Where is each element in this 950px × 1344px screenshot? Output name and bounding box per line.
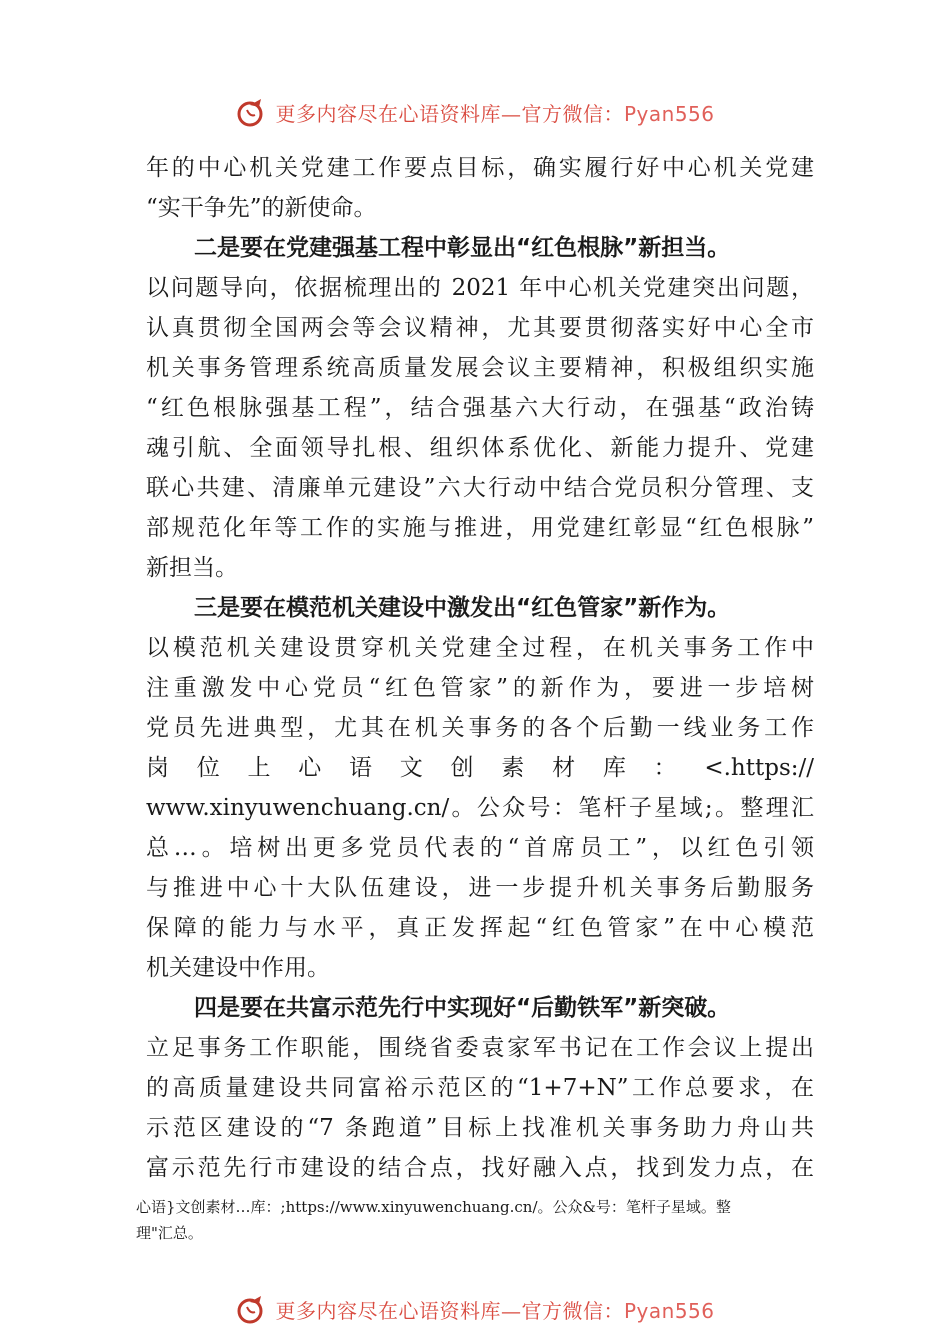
banner-title: 更多内容尽在心语资料库—官方微信：	[275, 1298, 624, 1323]
banner-title: 更多内容尽在心语资料库—官方微信：	[275, 101, 624, 126]
text-line: 党员先进典型，尤其在机关事务的各个后勤一线业务工作	[146, 715, 814, 741]
text-line: “实干争先”的新使命。	[146, 195, 377, 221]
text-line: 总…。培树出更多党员代表的“首席员工”，以红色引领	[146, 835, 814, 861]
section-heading: 二是要在党建强基工程中彰显出“红色根脉”新担当。	[194, 235, 731, 261]
text-line: 以问题导向，依据梳理出的 2021 年中心机关党建突出问题，	[146, 275, 814, 301]
text-line: 部规范化年等工作的实施与推进，用党建红彰显“红色根脉”	[146, 515, 814, 541]
section-heading: 三是要在模范机关建设中激发出“红色管家”新作为。	[194, 595, 731, 621]
text-line: 以模范机关建设贯穿机关党建全过程，在机关事务工作中	[146, 635, 814, 661]
text-line: 与推进中心十大队伍建设，进一步提升机关事务后勤服务	[146, 875, 814, 901]
text-line: 保障的能力与水平，真正发挥起“红色管家”在中心模范	[146, 915, 814, 941]
text-line: 富示范先行市建设的结合点，找好融入点，找到发力点，在	[146, 1155, 814, 1181]
text-line: 认真贯彻全国两会等会议精神，尤其要贯彻落实好中心全市	[146, 315, 814, 341]
text-line: 年的中心机关党建工作要点目标，确实履行好中心机关党建	[146, 155, 814, 181]
footer-banner	[0, 1289, 950, 1329]
text-line: 岗 位 上 心 语 文 创 素 材 库 ： <.https://	[146, 755, 814, 781]
section-heading: 四是要在共富示范先行中实现好“后勤铁军”新突破。	[194, 995, 731, 1021]
banner-wechat: Pyan556	[623, 101, 715, 126]
footer-note	[136, 1194, 836, 1246]
text-line: 联心共建、清廉单元建设”六大行动中结合党员积分管理、支	[146, 475, 814, 501]
text-line: 新担当。	[146, 555, 238, 581]
text-line: 的高质量建设共同富裕示范区的“1+7+N”工作总要求，在	[146, 1075, 814, 1101]
document-body	[146, 148, 814, 1188]
text-line: 机关建设中作用。	[146, 955, 330, 981]
logo-icon	[235, 1292, 269, 1326]
text-line: 魂引航、全面领导扎根、组织体系优化、新能力提升、党建	[146, 435, 814, 461]
text-line: 立足事务工作职能，围绕省委袁家军书记在工作会议上提出	[146, 1035, 814, 1061]
text-line: 注重激发中心党员“红色管家”的新作为，要进一步培树	[146, 675, 814, 701]
footer-line-1: 心语}文创素材…库：;https://www.xinyuwenchuang.cn/。公众&号：笔杆子星域。整	[136, 1198, 731, 1216]
header-banner	[0, 92, 950, 132]
text-line: www.xinyuwenchuang.cn/。公众号：笔杆子星域;。整理汇	[146, 795, 814, 821]
text-line: 示范区建设的“7 条跑道”目标上找准机关事务助力舟山共	[146, 1115, 814, 1141]
text-line: “红色根脉强基工程”，结合强基六大行动，在强基“政治铸	[146, 395, 814, 421]
banner-text	[275, 1295, 714, 1324]
logo-icon	[235, 95, 269, 129]
banner-wechat: Pyan556	[623, 1298, 715, 1323]
footer-line-2: 理"汇总。	[136, 1224, 203, 1242]
banner-text	[275, 98, 714, 127]
text-line: 机关事务管理系统高质量发展会议主要精神，积极组织实施	[146, 355, 814, 381]
